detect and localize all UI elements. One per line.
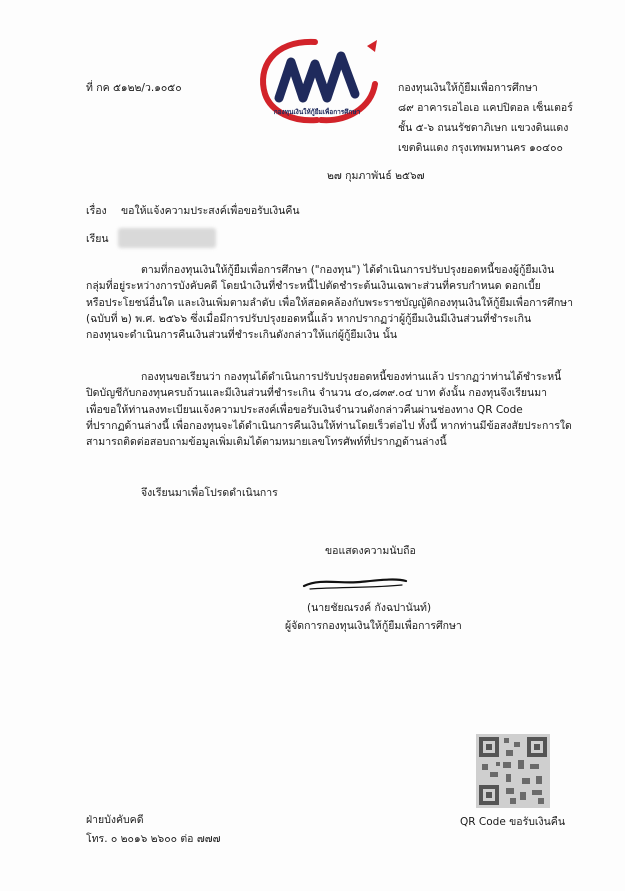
paragraph-2-line: ที่ปรากฏด้านล่างนี้ เพื่อกองทุนจะได้ดำเนินการคืนเงินให้ท่านโดยเร็วต่อไป ทั้งนี้ หากท่านมีข้อสงสัยประการใด: [86, 419, 572, 432]
redacted-recipient-name: [118, 228, 216, 248]
paragraph-2-line: กองทุนขอเรียนว่า กองทุนได้ดำเนินการปรับปรุงยอดหนี้ของท่านแล้ว ปรากฏว่าท่านได้ชำระหนี้: [141, 371, 562, 383]
sender-address-line-3: ชั้น ๕-๖ ถนนรัชดาภิเษก แขวงดินแดง: [398, 122, 569, 134]
logo-caption: กองทุนเงินให้กู้ยืมเพื่อการศึกษา: [273, 108, 361, 116]
sender-address-line-1: กองทุนเงินให้กู้ยืมเพื่อการศึกษา: [398, 82, 538, 94]
qr-code-image[interactable]: [476, 734, 550, 808]
paragraph-2-line: สามารถติดต่อสอบถามข้อมูลเพิ่มเติมได้ตามหมายเลขโทรศัพท์ที่ปรากฏด้านล่างนี้: [86, 436, 447, 449]
paragraph-1-line: หรือประโยชน์อื่นใด และเงินเพิ่มตามลำดับ เพื่อให้สอดคล้องกับพระราชบัญญัติกองทุนเงินให้กู้ยืมเพื่อการศึกษา: [86, 296, 573, 309]
paragraph-2: [86, 369, 572, 450]
closing-request: จึงเรียนมาเพื่อโปรดดำเนินการ: [141, 487, 278, 499]
qr-code-label: QR Code ขอรับเงินคืน: [460, 816, 565, 828]
signature-image: [300, 572, 410, 594]
recipient-label: เรียน: [86, 233, 109, 245]
subject-text: ขอให้แจ้งความประสงค์เพื่อขอรับเงินคืน: [121, 205, 300, 217]
reference-number: ที่ กค ๕๑๒๒/ว.๑๐๕๐: [86, 82, 182, 94]
sender-address-line-4: เขตดินแดง กรุงเทพมหานคร ๑๐๔๐๐: [398, 142, 563, 154]
signer-title: ผู้จัดการกองทุนเงินให้กู้ยืมเพื่อการศึกษา: [285, 620, 462, 632]
signer-name: (นายชัยณรงค์ กังฉปานันท์): [307, 602, 432, 614]
sender-address-line-2: ๘๙ อาคารเอไอเอ แคปปิตอล เซ็นเตอร์: [398, 102, 573, 114]
paragraph-2-line: เพื่อขอให้ท่านลงทะเบียนแจ้งความประสงค์เพื่อขอรับเงินจำนวนดังกล่าวคืนผ่านช่องทาง QR Code: [86, 403, 523, 416]
fund-logo: [255, 36, 380, 126]
paragraph-2-line: ปิดบัญชีกับกองทุนครบถ้วนและมีเงินส่วนที่ชำระเกิน จำนวน ๔๐,๘๓๙.๐๔ บาท ดังนั้น กองทุนจึงเรียนมา: [86, 387, 548, 400]
regards: ขอแสดงความนับถือ: [325, 545, 416, 557]
paragraph-1-line: ตามที่กองทุนเงินให้กู้ยืมเพื่อการศึกษา ("กองทุน") ได้ดำเนินการปรับปรุงยอดหนี้ของผู้กู้ยืมเงิน: [141, 264, 555, 276]
paragraph-1: [86, 262, 573, 343]
subject-label: เรื่อง: [86, 205, 107, 217]
paragraph-1-line: กองทุนจะดำเนินการคืนเงินส่วนที่ชำระเกินดังกล่าวให้แก่ผู้กู้ยืมเงิน นั้น: [86, 329, 398, 342]
letter-date: ๒๗ กุมภาพันธ์ ๒๕๖๗: [327, 170, 425, 182]
paragraph-1-line: กลุ่มที่อยู่ระหว่างการบังคับคดี โดยนำเงินที่ชำระหนี้ไปตัดชำระต้นเงินเฉพาะส่วนที่ครบกำหนด ดอกเบี้ย: [86, 280, 541, 293]
paragraph-1-line: (ฉบับที่ ๒) พ.ศ. ๒๕๖๖ ซึ่งเมื่อมีการปรับปรุงยอดหนี้แล้ว หากปรากฏว่าผู้กู้ยืมเงินมีเงินส่วนที่ชำระเกิน: [86, 312, 532, 325]
phone-number: โทร. ๐ ๒๐๑๖ ๒๖๐๐ ต่อ ๗๗๗: [86, 833, 221, 845]
department: ฝ่ายบังคับคดี: [86, 814, 144, 826]
